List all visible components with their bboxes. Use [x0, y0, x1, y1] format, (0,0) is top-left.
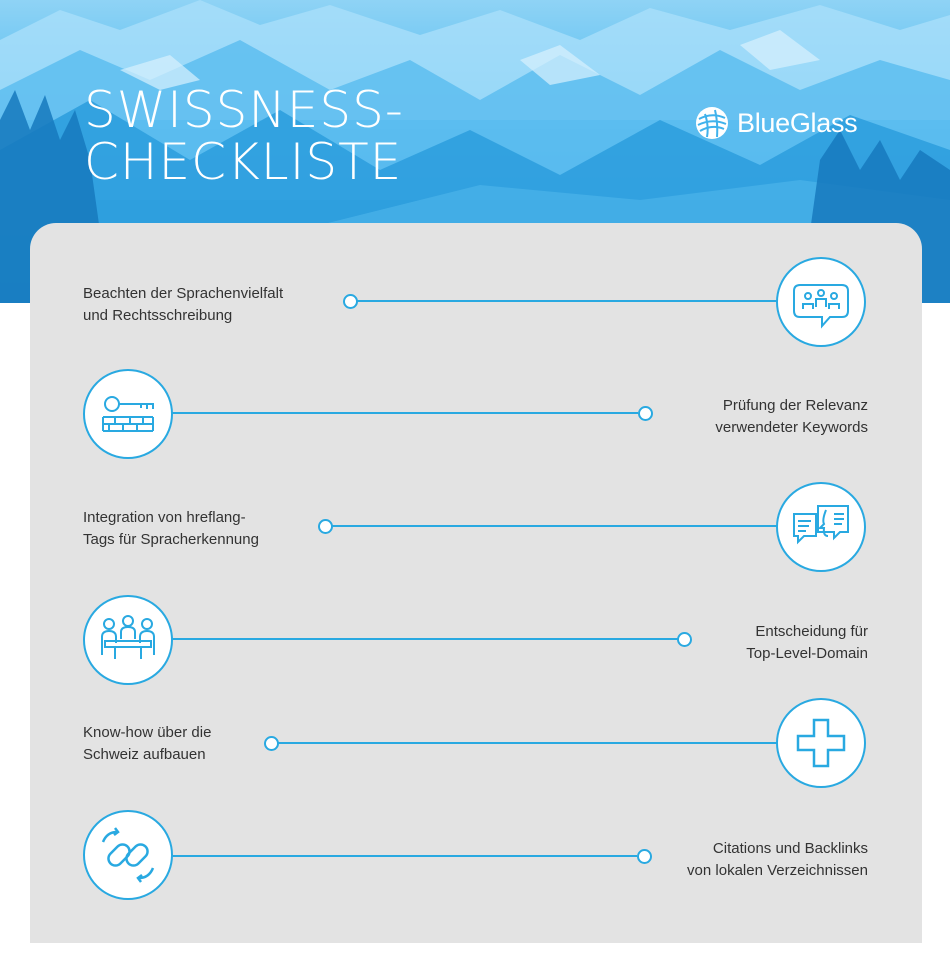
checklist-item [30, 698, 922, 798]
key-bricks-icon [85, 371, 171, 457]
title-line-1: SWISSNESS- [84, 81, 404, 139]
connector-line [171, 412, 638, 414]
meeting-table-icon [85, 597, 171, 683]
globe-icon [695, 106, 729, 140]
connector-dot [343, 294, 358, 309]
connector-dot [638, 406, 653, 421]
connector-line [171, 638, 678, 640]
brand-logo[interactable] [695, 106, 857, 140]
checklist-item [30, 590, 922, 690]
chain-link-icon [85, 812, 171, 898]
item-text: Know-how über die Schweiz aufbauen [83, 724, 212, 763]
checklist-card [30, 223, 922, 943]
connector-line [171, 855, 637, 857]
checklist-item [30, 364, 922, 464]
checklist-item [30, 477, 922, 577]
icon-circle [83, 595, 173, 685]
item-text: Integration von hreflang- Tags für Spracherkennung [83, 509, 259, 548]
connector-line [278, 742, 778, 744]
item-text: Prüfung der Relevanz verwendeter Keywords [715, 397, 868, 436]
icon-circle [83, 810, 173, 900]
icon-circle [83, 369, 173, 459]
icon-circle [776, 698, 866, 788]
swiss-cross-icon [778, 700, 864, 786]
connector-dot [318, 519, 333, 534]
brand-name: BlueGlass [737, 107, 858, 138]
connector-dot [677, 632, 692, 647]
item-text: Entscheidung für Top-Level-Domain [746, 623, 868, 662]
connector-line [355, 300, 778, 302]
icon-circle [776, 482, 866, 572]
title-line-2: CHECKLISTE [84, 133, 403, 191]
connector-dot [264, 736, 279, 751]
item-text: Citations und Backlinks von lokalen Verzeichnissen [687, 840, 868, 879]
checklist-item [30, 251, 922, 351]
speech-bubble-people-icon [778, 259, 864, 345]
connector-dot [637, 849, 652, 864]
page-title [84, 81, 404, 191]
checklist-item [30, 810, 922, 910]
face-speech-bubbles-icon [778, 484, 864, 570]
item-text: Beachten der Sprachenvielfalt und Rechtsschreibung [83, 285, 284, 324]
connector-line [332, 525, 778, 527]
icon-circle [776, 257, 866, 347]
